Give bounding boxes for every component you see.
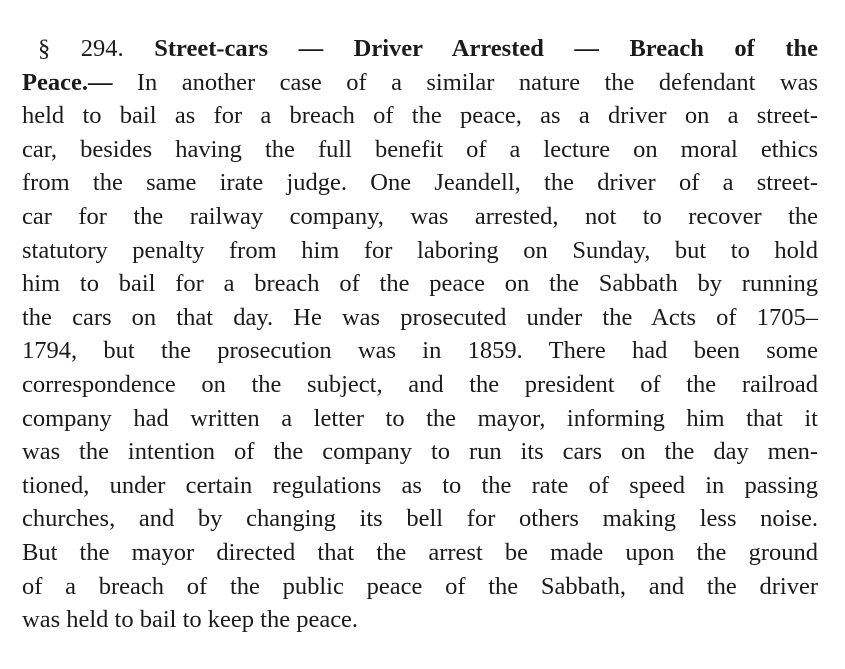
text-line-17: of a breach of the public peace of the Sabbath, and the driver <box>22 572 818 600</box>
section-heading-end: Peace.— <box>22 68 113 96</box>
section-294-text <box>22 32 818 637</box>
text-line-6: car for the railway company, was arrested, not to recover the <box>22 202 818 230</box>
text-line-11: correspondence on the subject, and the president of the railroad <box>22 370 818 398</box>
text-line-7: statutory penalty from him for laboring on Sunday, but to hold <box>22 236 818 264</box>
text-line-10: 1794, but the prosecution was in 1859. There had been some <box>22 337 818 365</box>
text-line-18: was held to bail to keep the peace. <box>22 606 359 634</box>
text-line-16: But the mayor directed that the arrest be made upon the ground <box>22 538 818 566</box>
body-text: In another case of a similar nature the defendant was <box>112 68 818 96</box>
text-line-15: churches, and by changing its bell for others making less noise. <box>22 505 818 533</box>
text-line-14: tioned, under certain regulations as to the rate of speed in passing <box>22 471 818 499</box>
text-line-8: him to bail for a breach of the peace on the Sabbath by running <box>22 270 818 298</box>
text-line-3: held to bail as for a breach of the peace, as a driver on a street- <box>22 102 818 130</box>
text-line-12: company had written a letter to the mayor, informing him that it <box>22 404 818 432</box>
section-heading: Street-cars — Driver Arrested — Breach of the <box>154 35 819 62</box>
text-line-13: was the intention of the company to run its cars on the day men- <box>22 438 818 466</box>
section-number: § 294. <box>38 35 124 62</box>
text-line-5: from the same irate judge. One Jeandell, the driver of a street- <box>22 169 818 197</box>
text-line-1 <box>22 32 818 66</box>
text-line-2 <box>22 66 818 100</box>
text-line-9: the cars on that day. He was prosecuted under the Acts of 1705– <box>22 303 818 331</box>
text-line-4: car, besides having the full benefit of a lecture on moral ethics <box>22 135 818 163</box>
